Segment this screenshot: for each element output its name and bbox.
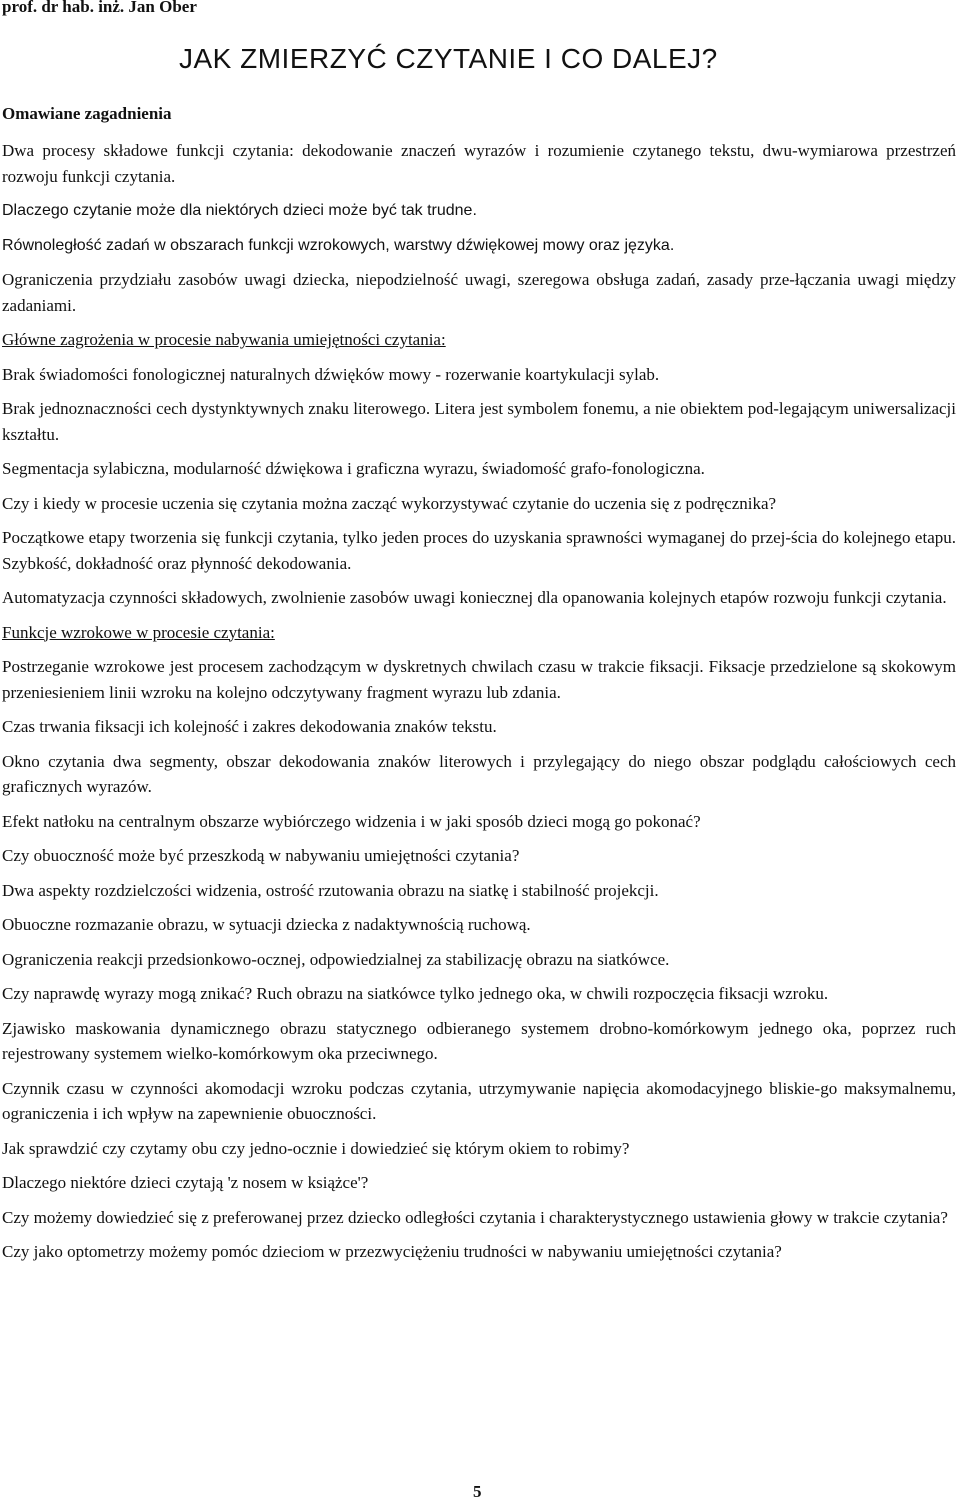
paragraph: Początkowe etapy tworzenia się funkcji czytania, tylko jeden proces do uzyskania sprawności wymaganej do przej-ścia do kolejnego etapu. Szybkość, dokładność oraz płynność dekodowania.: [2, 528, 956, 573]
paragraph: Brak jednoznaczności cech dystynktywnych znaku literowego. Litera jest symbolem fonemu, a nie obiektem pod-legającym uniwersalizacji kształtu.: [2, 399, 956, 444]
section-heading: Główne zagrożenia w procesie nabywania umiejętności czytania:: [2, 330, 446, 349]
paragraph: Czy obuoczność może być przeszkodą w nabywaniu umiejętności czytania?: [2, 846, 520, 865]
paragraph: Jak sprawdzić czy czytamy obu czy jedno-ocznie i dowiedzieć się którym okiem to robimy?: [2, 1138, 630, 1158]
paragraph: Dlaczego niektóre dzieci czytają 'z nosem w książce'?: [2, 1173, 369, 1192]
paragraph: Dlaczego czytanie może dla niektórych dzieci może być tak trudne.: [2, 202, 477, 219]
paragraph: Ograniczenia przydziału zasobów uwagi dziecka, niepodzielność uwagi, szeregowa obsługa zadań, zasady prze-łączania uwagi między zadaniami.: [2, 270, 956, 315]
paragraph: Obuoczne rozmazanie obrazu, w sytuacji dziecka z nadaktywnością ruchową.: [2, 915, 531, 934]
paragraph: Segmentacja sylabiczna, modularność dźwiękowa i graficzna wyrazu, świadomość grafo-fonologiczna.: [2, 459, 705, 478]
paragraph: Równoległość zadań w obszarach funkcji wzrokowych, warstwy dźwiękowej mowy oraz języka.: [2, 236, 675, 254]
paragraph: Czy i kiedy w procesie uczenia się czytania można zacząć wykorzystywać czytanie do uczenia się z podręcznika?: [2, 493, 777, 513]
author: prof. dr hab. inż. Jan Ober: [2, 0, 197, 16]
paragraph: Zjawisko maskowania dynamicznego obrazu statycznego odbieranego systemem drobno-komórkowym jednego oka, poprzez ruch rejestrowany systemem wielko-komórkowym oka przeciwnego.: [2, 1018, 956, 1063]
body-text: [2, 138, 956, 1274]
paragraph: Okno czytania dwa segmenty, obszar dekodowania znaków literowych i przylegający do niego obszar podglądu całościowych cech graficznych wyrazów.: [2, 751, 956, 796]
paragraph: Czy jako optometrzy możemy pomóc dzieciom w przezwyciężeniu trudności w nabywaniu umiejętności czytania?: [2, 1242, 782, 1261]
section-subtitle: Omawiane zagadnienia: [2, 104, 172, 123]
paragraph: Postrzeganie wzrokowe jest procesem zachodzącym w dyskretnych chwilach czasu w trakcie fiksacji. Fiksacje przedzielone są skokowym przeniesieniem linii wzroku na kolejno odczytywany fragment wyrazu lub zdania.: [2, 657, 956, 702]
page-number: 5: [473, 1482, 482, 1501]
paragraph: Czy naprawdę wyrazy mogą znikać? Ruch obrazu na siatkówce tylko jednego oka, w chwili rozpoczęcia fiksacji wzroku.: [2, 984, 829, 1003]
paragraph: Automatyzacja czynności składowych, zwolnienie zasobów uwagi koniecznej dla opanowania kolejnych etapów rozwoju funkcji czytania.: [2, 588, 947, 607]
paragraph: Czy możemy dowiedzieć się z preferowanej przez dziecko odległości czytania i charakterystycznego ustawienia głowy w trakcie czytania?: [2, 1207, 948, 1227]
paragraph: Efekt natłoku na centralnym obszarze wybiórczego widzenia i w jaki sposób dzieci mogą go pokonać?: [2, 811, 701, 831]
section-heading: Funkcje wzrokowe w procesie czytania:: [2, 622, 275, 642]
paragraph: Czas trwania fiksacji ich kolejność i zakres dekodowania znaków tekstu.: [2, 717, 497, 736]
paragraph: Czynnik czasu w czynności akomodacji wzroku podczas czytania, utrzymywanie napięcia akomodacyjnego bliskie-go maksymalnemu, ograniczenia i ich wpływ na zapewnienie obuoczności.: [2, 1078, 956, 1123]
paragraph: Ograniczenia reakcji przedsionkowo-ocznej, odpowiedzialnej za stabilizację obrazu na siatkówce.: [2, 949, 670, 969]
paragraph: Dwa aspekty rozdzielczości widzenia, ostrość rzutowania obrazu na siatkę i stabilność projekcji.: [2, 880, 659, 900]
paragraph: Brak świadomości fonologicznej naturalnych dźwięków mowy - rozerwanie koartykulacji sylab.: [2, 364, 660, 384]
page-title: JAK ZMIERZYĆ CZYTANIE I CO DALEJ?: [179, 43, 718, 74]
paragraph: Dwa procesy składowe funkcji czytania: dekodowanie znaczeń wyrazów i rozumienie czytanego tekstu, dwu-wymiarowa przestrzeń rozwoju funkcji czytania.: [2, 141, 956, 186]
